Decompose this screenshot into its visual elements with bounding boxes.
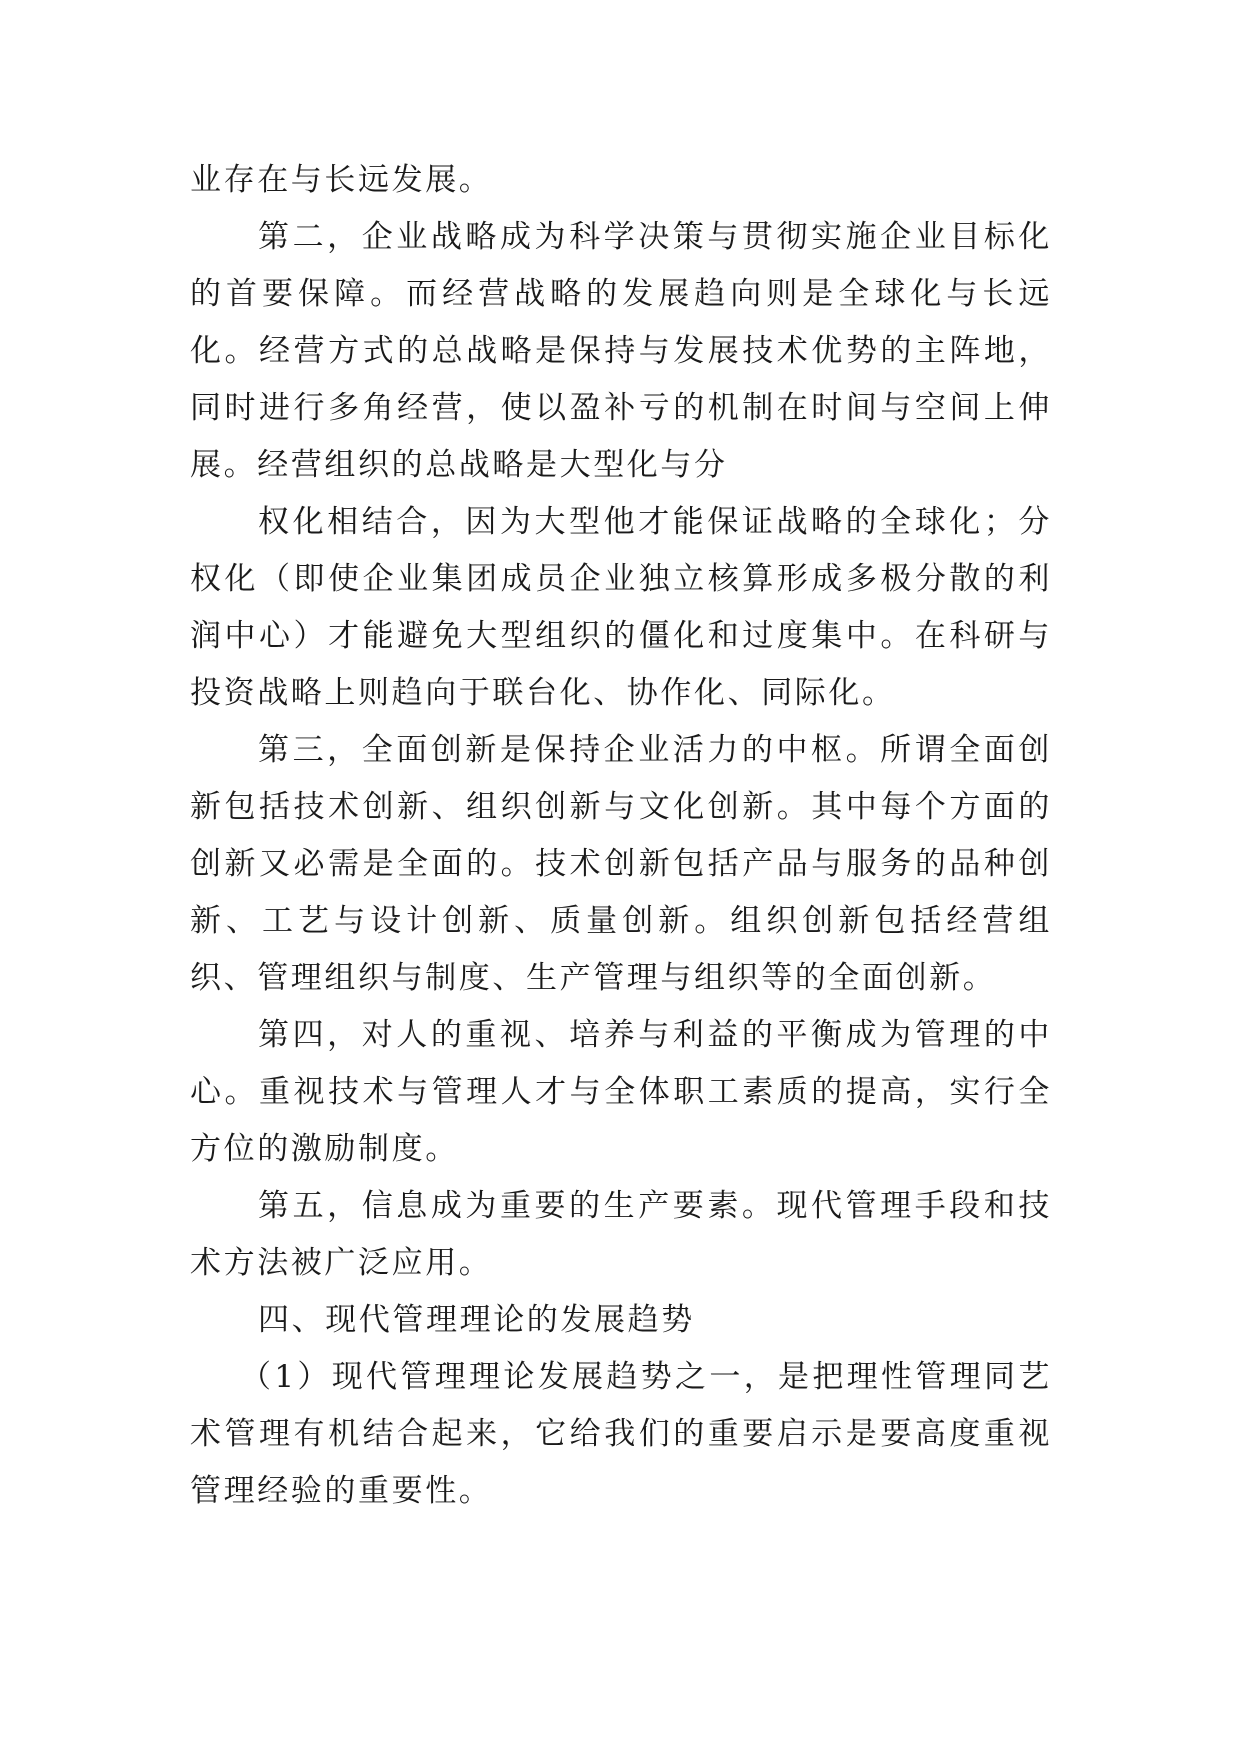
paragraph-7: （1）现代管理理论发展趋势之一，是把理性管理同艺术管理有机结合起来，它给我们的重要启示是要高度重视管理经验的重要性。 bbox=[190, 1359, 1052, 1509]
document-body bbox=[190, 152, 1052, 1520]
paragraph-1: 业存在与长远发展。 bbox=[190, 162, 493, 198]
paragraph-2: 第二，企业战略成为科学决策与贯彻实施企业目标化的首要保障。而经营战略的发展趋向则是全球化与长远化。经营方式的总战略是保持与发展技术优势的主阵地，同时进行多角经营，使以盈补亏的机制在时间与空间上伸展。经营组织的总战略是大型化与分 bbox=[190, 219, 1052, 483]
paragraph-5: 第四，对人的重视、培养与利益的平衡成为管理的中心。重视技术与管理人才与全体职工素质的提高，实行全方位的激励制度。 bbox=[190, 1017, 1052, 1167]
section-heading: 四、现代管理理论的发展趋势 bbox=[258, 1302, 695, 1338]
paragraph-3: 权化相结合，因为大型他才能保证战略的全球化；分权化（即使企业集团成员企业独立核算形成多极分散的利润中心）才能避免大型组织的僵化和过度集中。在科研与投资战略上则趋向于联台化、协作化、同际化。 bbox=[190, 504, 1052, 711]
paragraph-4: 第三，全面创新是保持企业活力的中枢。所谓全面创新包括技术创新、组织创新与文化创新。其中每个方面的创新又必需是全面的。技术创新包括产品与服务的品种创新、工艺与设计创新、质量创新。组织创新包括经营组织、管理组织与制度、生产管理与组织等的全面创新。 bbox=[190, 732, 1052, 996]
paragraph-6: 第五，信息成为重要的生产要素。现代管理手段和技术方法被广泛应用。 bbox=[190, 1188, 1052, 1281]
